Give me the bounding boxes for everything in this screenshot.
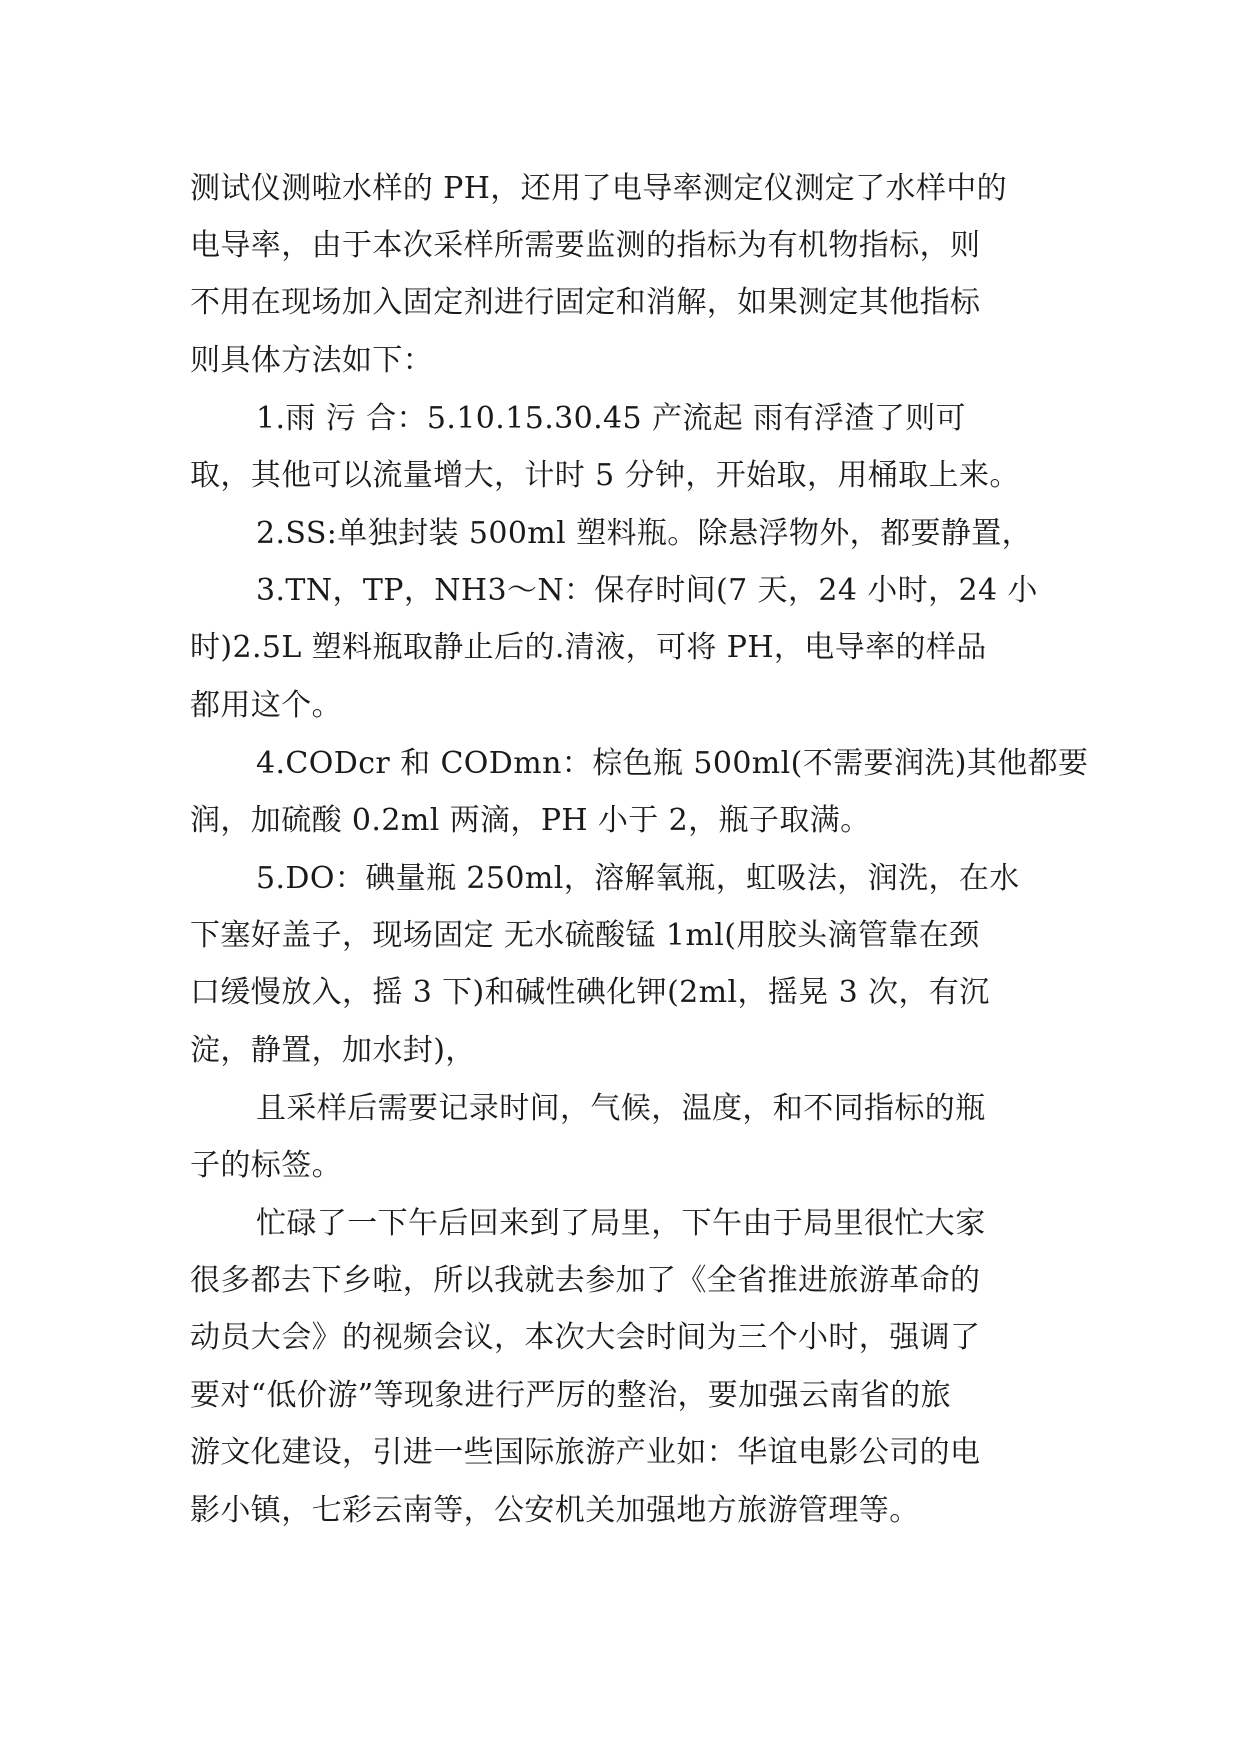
- text-line: 游文化建设，引进一些国际旅游产业如：华谊电影公司的电: [190, 1435, 981, 1470]
- text-line: 5.DO：碘量瓶 250ml，溶解氧瓶，虹吸法，润洗，在水: [256, 861, 1020, 896]
- text-line: 3.TN，TP，NH3～N：保存时间(7 天，24 小时，24 小: [256, 573, 1038, 608]
- text-line: 忙碌了一下午后回来到了局里，下午由于局里很忙大家: [256, 1206, 986, 1241]
- text-line: 下塞好盖子，现场固定 无水硫酸锰 1ml(用胶头滴管靠在颈: [190, 918, 980, 953]
- text-line: 2.SS:单独封装 500ml 塑料瓶。除悬浮物外，都要静置，: [256, 516, 1033, 551]
- text-line: 淀，静置，加水封)，: [190, 1033, 476, 1068]
- text-line: 口缓慢放入，摇 3 下)和碱性碘化钾(2ml，摇晃 3 次，有沉: [190, 975, 990, 1010]
- text-line: 1.雨 污 合：5.10.15.30.45 产流起 雨有浮渣了则可: [256, 401, 966, 436]
- text-line: 4.CODcr 和 CODmn：棕色瓶 500ml(不需要润洗)其他都要: [256, 746, 1089, 781]
- text-line: 测试仪测啦水样的 PH，还用了电导率测定仪测定了水样中的: [190, 171, 1008, 206]
- text-line: 时)2.5L 塑料瓶取静止后的.清液，可将 PH，电导率的样品: [190, 630, 987, 665]
- text-line: 润，加硫酸 0.2ml 两滴，PH 小于 2，瓶子取满。: [190, 803, 871, 838]
- text-line: 影小镇，七彩云南等，公安机关加强地方旅游管理等。: [190, 1493, 920, 1528]
- text-line: 不用在现场加入固定剂进行固定和消解，如果测定其他指标: [190, 285, 981, 320]
- text-line: 则具体方法如下：: [190, 343, 434, 378]
- text-line: 取，其他可以流量增大，计时 5 分钟，开始取，用桶取上来。: [190, 458, 1020, 493]
- text-line: 很多都去下乡啦，所以我就去参加了《全省推进旅游革命的: [190, 1263, 981, 1298]
- text-line: 动员大会》的视频会议，本次大会时间为三个小时，强调了: [190, 1320, 981, 1355]
- text-line: 要对“低价游”等现象进行严厉的整治，要加强云南省的旅: [190, 1378, 952, 1413]
- text-line: 子的标签。: [190, 1148, 342, 1183]
- text-line: 且采样后需要记录时间，气候，温度，和不同指标的瓶: [256, 1091, 986, 1126]
- text-line: 电导率，由于本次采样所需要监测的指标为有机物指标，则: [190, 228, 981, 263]
- text-line: 都用这个。: [190, 688, 342, 723]
